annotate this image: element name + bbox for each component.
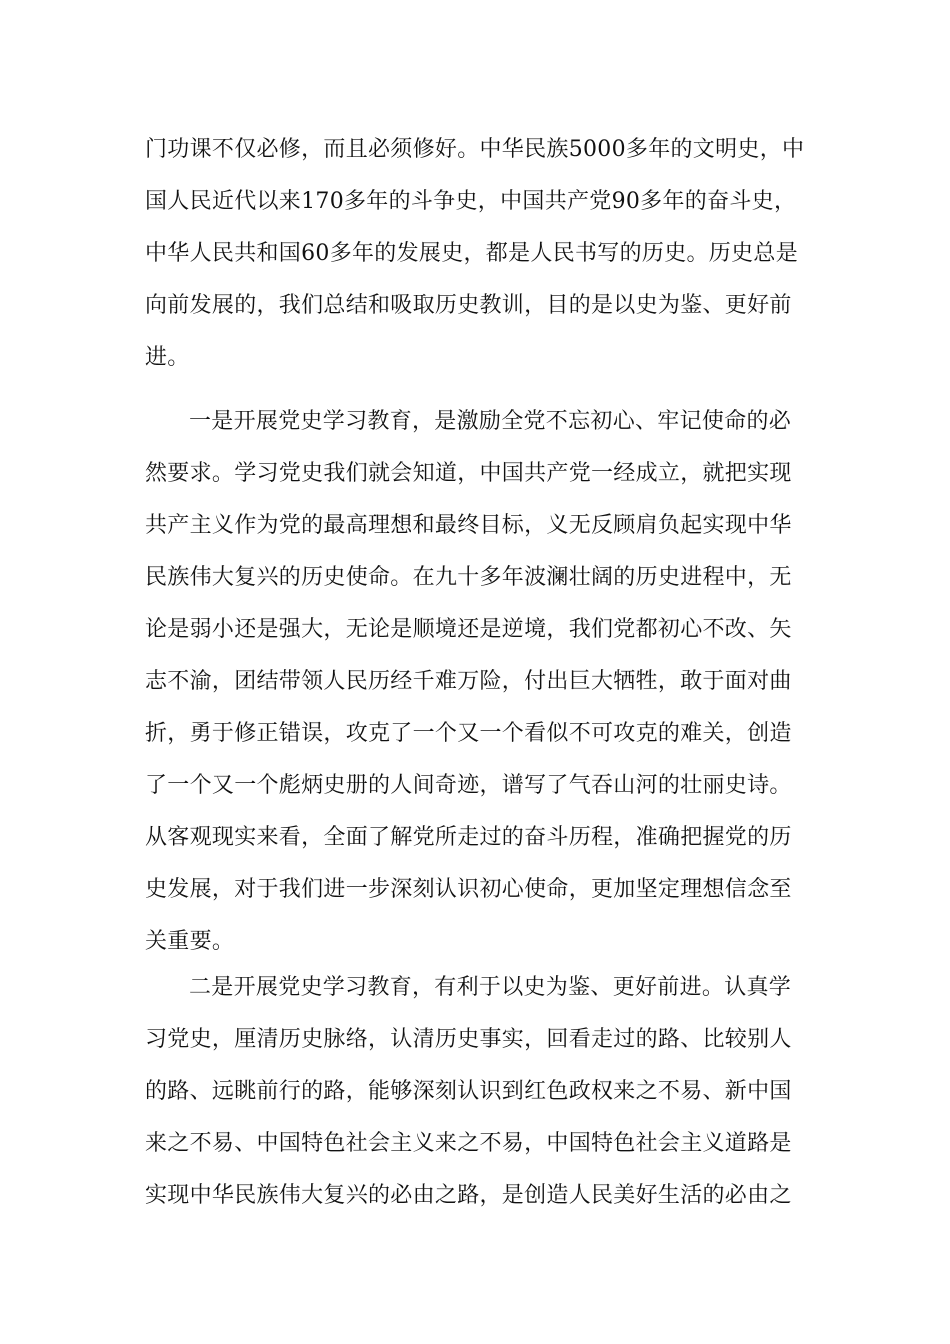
- paragraph-line: 一是开展党史学习教育，是激励全党不忘初心、牢记使命的必: [189, 409, 792, 434]
- paragraph-line: 习党史，厘清历史脉络，认清历史事实，回看走过的路、比较别人: [145, 1027, 792, 1052]
- paragraph-line: 了一个又一个彪炳史册的人间奇迹，谱写了气吞山河的壮丽史诗。: [145, 773, 792, 798]
- paragraph-line: 志不渝，团结带领人民历经千难万险，付出巨大牺牲，敢于面对曲: [145, 669, 792, 694]
- paragraph-line: 民族伟大复兴的历史使命。在九十多年波澜壮阔的历史进程中，无: [145, 565, 792, 590]
- paragraph-line: 中华人民共和国60多年的发展史，都是人民书写的历史。历史总是: [145, 241, 798, 266]
- paragraph-point-two: [145, 962, 792, 1222]
- paragraph-line: 二是开展党史学习教育，有利于以史为鉴、更好前进。认真学: [189, 975, 792, 1000]
- paragraph-line: 共产主义作为党的最高理想和最终目标，义无反顾肩负起实现中华: [145, 513, 792, 538]
- paragraph-line: 进。: [145, 345, 190, 370]
- paragraph-line: 关重要。: [145, 929, 235, 954]
- paragraph-line: 的路、远眺前行的路，能够深刻认识到红色政权来之不易、新中国: [145, 1079, 792, 1104]
- paragraph-line: 然要求。学习党史我们就会知道，中国共产党一经成立，就把实现: [145, 461, 792, 486]
- paragraph-line: 来之不易、中国特色社会主义来之不易，中国特色社会主义道路是: [145, 1131, 792, 1156]
- paragraph-line: 国人民近代以来170多年的斗争史，中国共产党90多年的奋斗史，: [145, 189, 797, 214]
- paragraph-line: 从客观现实来看，全面了解党所走过的奋斗历程，准确把握党的历: [145, 825, 792, 850]
- paragraph-line: 实现中华民族伟大复兴的必由之路，是创造人民美好生活的必由之: [145, 1183, 792, 1208]
- paragraph-continuation: [145, 124, 804, 384]
- paragraph-line: 折，勇于修正错误，攻克了一个又一个看似不可攻克的难关，创造: [145, 721, 792, 746]
- paragraph-point-one: [145, 396, 792, 968]
- paragraph-line: 论是弱小还是强大，无论是顺境还是逆境，我们党都初心不改、矢: [145, 617, 792, 642]
- paragraph-line: 向前发展的，我们总结和吸取历史教训，目的是以史为鉴、更好前: [145, 293, 792, 318]
- paragraph-line: 门功课不仅必修，而且必须修好。中华民族5000多年的文明史，中: [145, 137, 805, 162]
- paragraph-line: 史发展，对于我们进一步深刻认识初心使命，更加坚定理想信念至: [145, 877, 792, 902]
